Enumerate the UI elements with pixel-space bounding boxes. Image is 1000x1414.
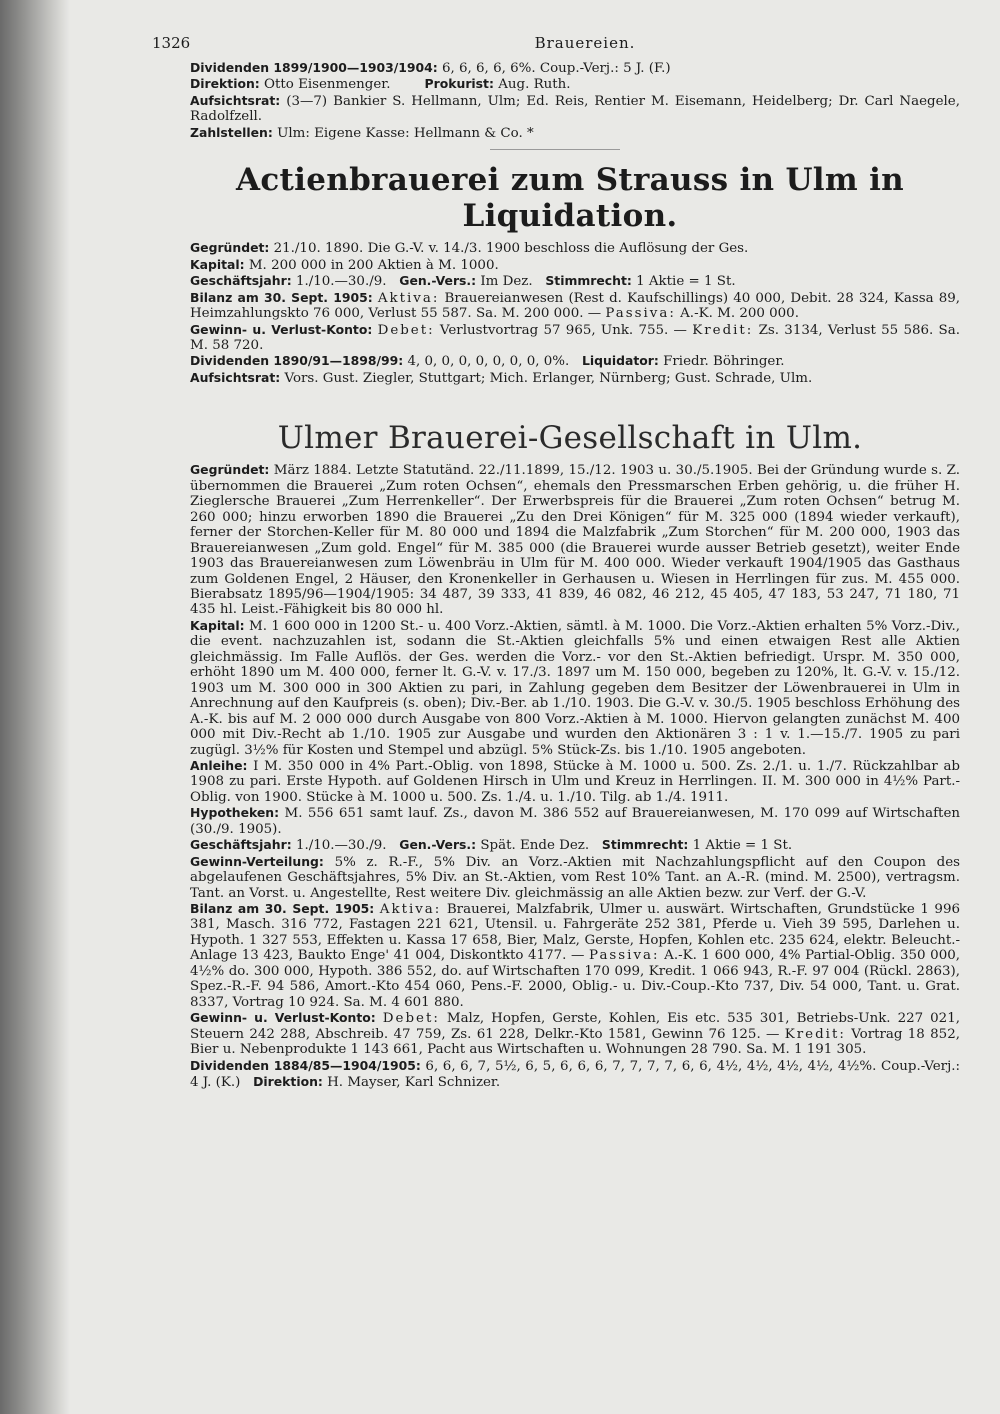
label: Stimmrecht:: [545, 273, 632, 289]
geschaeftsjahr: [190, 273, 960, 289]
value: Vortrag 18 852, Bier u. Nebenprodukte 1 143 661, Pacht aus Wirtschaften u. Wohnungen 28 790. Sa. M. 1 191 305.: [190, 1026, 960, 1058]
value: A.-K. 1 600 000, 4% Partial-Oblig. 350 000, 4½% do. 300 000, Hypoth. 386 552, do. auf Wirtschaften 170 099, Kredit. 1 066 943, R.-F. 97 004 (Rückl. 2863), Spez.-R.-F. 94 586, Amort.-Kto 454 060, Pens.-F. 2000, Oblig.- u. Div.-Coup.-Kto 737, Div. 54 000, Tant. u. Grat. 8337, Vortrag 10 924. Sa. M. 4 601 880.: [190, 948, 960, 1010]
running-title: Brauereien.: [534, 34, 636, 52]
value: 1 Aktie = 1 St.: [692, 838, 793, 854]
gewinn-verlust-konto: [190, 1010, 960, 1057]
value: A.-K. M. 200 000.: [680, 306, 799, 322]
value: (3—7) Bankier S. Hellmann, Ulm; Ed. Reis, Rentier M. Eisemann, Heidelberg; Dr. Carl Naegele, Radolfzell.: [190, 93, 960, 125]
prev-aufsichtsrat: [190, 93, 960, 125]
label: Geschäftsjahr:: [190, 837, 292, 853]
gewinn-verteilung: [190, 854, 960, 901]
label: Direktion:: [253, 1074, 323, 1090]
label: Geschäftsjahr:: [190, 273, 292, 289]
label: Direktion:: [190, 76, 260, 92]
label: Kapital:: [190, 256, 245, 272]
label: Gewinn- u. Verlust-Konto:: [190, 321, 373, 337]
label: Gegründet:: [190, 462, 270, 478]
value: Im Dez.: [480, 274, 533, 290]
label: Anleihe:: [190, 757, 248, 773]
dividenden: [190, 1058, 960, 1091]
company-entry-strauss: [190, 240, 960, 386]
anleihe: [190, 758, 960, 805]
gegruendet: [190, 240, 960, 256]
dividenden: [190, 353, 960, 369]
value: Brauerei, Malzfabrik, Ulmer u. auswärt. Wirtschaften, Grundstücke 1 996 381, Masch. 316 772, Fastagen 221 621, Utensil. u. Fahrgeräte 252 381, Pferde u. Vieh 39 595, Darlehen u. Hypoth. 1 327 553, Effekten u. Kassa 17 658, Bier, Malz, Gerste, Hopfen, Kohlen etc. 235 624, elektr. Beleucht.-Anlage 13 423, Baukto Enge' 41 004, Diskontkto 4177. —: [190, 902, 960, 964]
label: Kapital:: [190, 617, 245, 633]
kapital: [190, 618, 960, 758]
debet-word: Debet:: [377, 322, 435, 338]
value: 1./10.—30./9.: [295, 274, 387, 290]
value: Aug. Ruth.: [498, 77, 571, 93]
value: Friedr. Böhringer.: [663, 354, 785, 370]
geschaeftsjahr: [190, 837, 960, 853]
label: Bilanz am 30. Sept. 1905:: [190, 289, 373, 305]
label: Gewinn-Verteilung:: [190, 853, 324, 869]
value: M. 200 000 in 200 Aktien à M. 1000.: [248, 257, 499, 273]
label: Gen.-Vers.:: [399, 837, 477, 853]
prev-zahlstellen: [190, 125, 960, 141]
prev-direktion: [190, 76, 960, 92]
value: 1./10.—30./9.: [295, 838, 387, 854]
section-divider: [490, 149, 620, 150]
value: Vors. Gust. Ziegler, Stuttgart; Mich. Erlanger, Nürnberg; Gust. Schrade, Ulm.: [284, 370, 813, 386]
hypotheken: [190, 805, 960, 837]
label: Gewinn- u. Verlust-Konto:: [190, 1010, 376, 1026]
aufsichtsrat: [190, 370, 960, 386]
kredit-word: Kredit:: [692, 322, 754, 338]
page-content: [150, 34, 960, 1090]
passiva-word: Passiva:: [605, 306, 676, 322]
value: I M. 350 000 in 4% Part.-Oblig. von 1898, Stücke à M. 1000 u. 500. Zs. 2./1. u. 1./7. Rückzahlbar ab 1908 zu pari. Erste Hypoth. auf Goldenen Hirsch in Ulm und Kreuz in Herrlingen. II. M. 300 000 in 4½% Part.-Oblig. von 1900. Stücke à M. 1000 u. 500. Zs. 1./4. u. 1./10. Tilg. ab 1./4. 1911.: [190, 758, 961, 805]
value: Malz, Hopfen, Gerste, Kohlen, Eis etc. 535 301, Betriebs-Unk. 227 021, Steuern 242 288, Abschreib. 47 759, Zs. 61 228, Delkr.-Kto 1581, Gewinn 76 125. —: [190, 1011, 960, 1042]
gewinn-verlust-konto: [190, 322, 960, 354]
value: Zs. 3134, Verlust 55 586. Sa. M. 58 720.: [190, 322, 960, 353]
value: Brauereianwesen (Rest d. Kaufschillings) 40 000, Debit. 28 324, Kassa 89, Heimzahlungskto 76 000, Verlust 55 587. Sa. M. 200 000. —: [190, 290, 960, 322]
aktiva-word: Aktiva:: [377, 290, 440, 306]
label: Gegründet:: [190, 240, 270, 256]
label: Gen.-Vers.:: [399, 273, 477, 289]
previous-company-continuation: [190, 60, 960, 141]
company-title-strauss: Actienbrauerei zum Strauss in Ulm in Liquidation.: [236, 162, 904, 235]
company-entry-ulmer: [190, 462, 960, 1090]
kapital: [190, 257, 960, 273]
label: Liquidator:: [582, 353, 659, 369]
value: 1 Aktie = 1 St.: [636, 274, 736, 290]
book-binding-shadow: [0, 0, 70, 1414]
label: Zahlstellen:: [190, 124, 273, 140]
bilanz: [190, 290, 960, 322]
value: Ulm: Eigene Kasse: Hellmann & Co. *: [277, 125, 534, 141]
running-head: [150, 34, 960, 60]
label: Hypotheken:: [190, 805, 280, 821]
value: 4, 0, 0, 0, 0, 0, 0, 0, 0%.: [407, 354, 570, 370]
value: 5% z. R.-F., 5% Div. an Vorz.-Aktien mit Nachzahlungspflicht auf den Coupon des abgelaufenen Geschäftsjahres, 5% Div. an St.-Aktien, vom Rest 10% Tant. an A.-R. (mind. M. 2500), vertragsm. Tant. an Vorst. u. Angestellte, Rest weitere Div. gleichmässig an alle Aktien bezw. zur Verf. der G.-V.: [190, 854, 961, 901]
page-number: 1326: [152, 34, 191, 52]
value: M. 556 651 samt lauf. Zs., davon M. 386 552 auf Brauereianwesen, M. 170 099 auf Wirtschaften (30./9. 1905).: [190, 806, 960, 837]
label: Bilanz am 30. Sept. 1905:: [190, 901, 375, 917]
kredit-word: Kredit:: [784, 1026, 846, 1042]
value: 6, 6, 6, 6, 6%. Coup.-Verj.: 5 J. (F.): [441, 61, 671, 76]
value: Otto Eisenmenger.: [264, 77, 391, 93]
label: Stimmrecht:: [601, 837, 689, 853]
spacer: [150, 386, 960, 408]
debet-word: Debet:: [382, 1011, 440, 1027]
label: Dividenden 1890/91—1898/99:: [190, 353, 404, 369]
value: Spät. Ende Dez.: [480, 838, 590, 854]
label: Prokurist:: [424, 76, 494, 92]
gegruendet: [190, 462, 960, 618]
passiva-word: Passiva:: [589, 948, 660, 964]
label: Dividenden 1884/85—1904/1905:: [190, 1057, 421, 1073]
value: M. 1 600 000 in 1200 St.- u. 400 Vorz.-Aktien, sämtl. à M. 1000. Die Vorz.-Aktien erhalten 5% Vorz.-Div., die event. nachzuzahlen ist, sodann die St.-Aktien gleichfalls 5% und einen etwaigen Rest alle Aktien gleichmässig. Im Falle Auflös. der Ges. werden die Vorz.- vor den St.-Aktien befriedigt. Urspr. M. 350 000, erhöht 1890 um M. 400 000, ferner lt. G.-V. v. 17./3. 1897 um M. 150 000, begeben zu 120%, lt. G.-V. v. 15./12. 1903 um M. 300 000 in 300 Aktien zu pari, in Zahlung gegeben dem Besitzer der Löwenbrauerei in Ulm in Anrechnung auf den Kaufpreis (s. oben); Div.-Ber. ab 1./10. 1903. Die G.-V. v. 30./5. 1905 beschloss Erhöhung des A.-K. bis auf M. 2 000 000 durch Ausgabe von 800 Vorz.-Aktien à M. 1000. Hiervon gelangten zunächst M. 400 000 mit Div.-Recht ab 1./10. 1905 zur Ausgabe und wurden den Aktionären 3 : 1 v. 1.—15./7. 1905 zu pari zugügl. 3½% für Kosten und Stempel und abzügl. 5% Stück-Zs. bis 1./10. 1905 angeboten.: [190, 618, 960, 758]
prev-dividenden: [190, 60, 960, 76]
bilanz: [190, 901, 960, 1010]
aktiva-word: Aktiva:: [379, 902, 442, 918]
label: Aufsichtsrat:: [190, 369, 281, 385]
value: Verlustvortrag 57 965, Unk. 755. —: [439, 322, 687, 338]
value: 6, 6, 6, 7, 5½, 6, 5, 6, 6, 6, 7, 7, 7, 7, 6, 6, 4½, 4½, 4½, 4½, 4½%. Coup.-Verj.: 4 J. (K.): [190, 1058, 960, 1091]
label: Dividenden 1899/1900—1903/1904:: [190, 60, 438, 75]
value: März 1884. Letzte Statutänd. 22./11.1899, 15./12. 1903 u. 30./5.1905. Bei der Gründung wurde s. Z. übernommen die Brauerei „Zum roten Ochsen“, ehemals den Pressmarschen Erben gehörig, u. die früher H. Zieglersche Brauerei „Zum Herrenkeller“. Der Erwerbspreis für die Brauerei „Zum roten Ochsen“ betrug M. 260 000; hinzu erworben 1890 die Brauerei „Zu den Drei Königen“ für M. 325 000 (1894 wieder verkauft), ferner der Storchen-Keller für M. 80 000 und 1894 die Malzfabrik „Zum Storchen“ für M. 200 000, 1903 das Brauereianwesen „Zum gold. Engel“ für M. 385 000 (die Brauerei wurde ausser Betrieb gesetzt), weiter Ende 1903 das Brauereianwesen zum Löwenbräu in Ulm für M. 400 000. Wieder verkauft 1904/1905 das Gasthaus zum Goldenen Engel, 2 Häuser, den Kronenkeller in Gerhausen u. Wiesen in Herrlingen für zus. M. 455 000. Bierabsatz 1895/96—1904/1905: 34 487, 39 333, 41 839, 46 082, 46 212, 45 405, 47 183, 53 247, 71 180, 71 435 hl. Leist.-Fähigkeit bis 80 000 hl.: [190, 463, 961, 618]
value: 21./10. 1890. Die G.-V. v. 14./3. 1900 beschloss die Auflösung der Ges.: [273, 241, 749, 257]
value: H. Mayser, Karl Schnizer.: [327, 1075, 501, 1091]
label: Aufsichtsrat:: [190, 92, 281, 108]
company-title-ulmer: Ulmer Brauerei-Gesellschaft in Ulm.: [277, 420, 863, 457]
